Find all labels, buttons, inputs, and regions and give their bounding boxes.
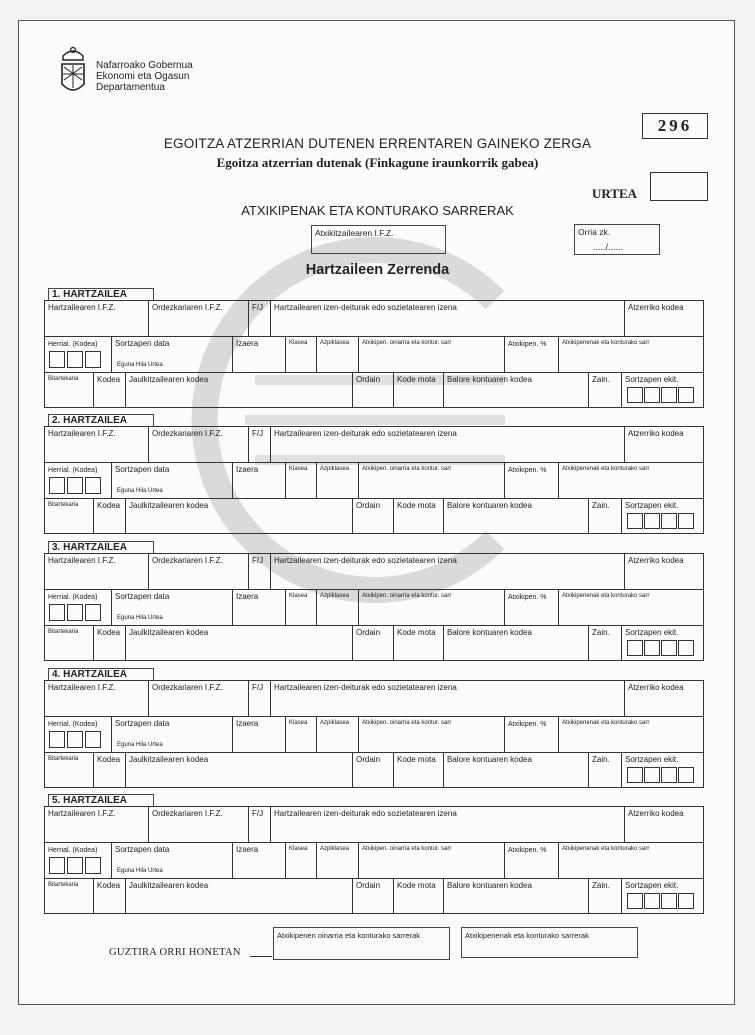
nature-field[interactable]: [233, 337, 286, 372]
country-code-field[interactable]: [625, 807, 703, 842]
exemption-field[interactable]: [622, 626, 703, 660]
subclass-label: Azpiklasea: [320, 340, 350, 346]
recipient-section: [44, 541, 704, 663]
class-label: Klasea: [289, 720, 308, 726]
recipient-nif-field[interactable]: [45, 427, 149, 462]
fj-field[interactable]: [249, 554, 271, 589]
totals-leader-line: [250, 956, 272, 957]
subclass-label: Azpiklasea: [320, 466, 350, 472]
withholding-percent-label: Atxikipen. %: [508, 847, 547, 854]
recipient-row-identity: [45, 807, 703, 843]
exemption-squares: [627, 893, 695, 909]
navarre-crest-icon: [58, 42, 88, 104]
recipient-row-identity: [45, 554, 703, 590]
withholding-amount-label: Atxikipenenak eta konturako sarr: [562, 846, 650, 852]
fj-label: F/J: [252, 556, 264, 565]
recipient-name-label: Hartzailearen izen-deiturak edo sozietatearen izena: [274, 303, 457, 312]
code-type-field[interactable]: [394, 499, 444, 533]
withholding-percent-field[interactable]: [505, 717, 559, 752]
page-number-placeholder: ...../......: [593, 242, 624, 252]
intermediary-label: Bitartekaria: [48, 629, 79, 635]
issuer-code-field[interactable]: [126, 499, 353, 533]
country-label: Herrial. (Kodea): [48, 341, 98, 348]
intermediary-label: Bitartekaria: [48, 376, 79, 382]
withholding-percent-label: Atxikipen. %: [508, 467, 547, 474]
withholding-amount-field[interactable]: [559, 717, 703, 752]
securities-account-label: Balore kontuaren kodea: [447, 628, 532, 637]
payment-field[interactable]: [353, 626, 394, 660]
intermediary-field[interactable]: [45, 499, 94, 533]
withholding-base-label: Atxikipen. oinarria eta kontur. sarr: [362, 846, 452, 852]
withholding-base-field[interactable]: [359, 337, 505, 372]
withholding-base-label: Atxikipen. oinarria eta kontur. sarr: [362, 720, 452, 726]
form-title: EGOITZA ATZERRIAN DUTENEN ERRENTAREN GAINEKO ZERGA: [163, 136, 592, 151]
year-label: URTEA: [592, 186, 638, 201]
issuer-code-field[interactable]: [126, 373, 353, 407]
recipient-section-label: 2. HARTZAILEA: [48, 414, 154, 426]
payment-label: Ordain: [356, 501, 381, 510]
exemption-label: Sortzapen ekit.: [625, 881, 679, 890]
withholding-amount-field[interactable]: [559, 590, 703, 625]
payment-field[interactable]: [353, 753, 394, 787]
recipient-grid: [44, 426, 704, 534]
recipient-section: [44, 288, 704, 410]
recipient-row-securities: [45, 753, 703, 787]
intermediary-field[interactable]: [45, 879, 94, 913]
custody-label: Zain.: [592, 755, 610, 764]
accrual-date-parts: Eguna Hila Urtea: [117, 615, 163, 621]
exemption-label: Sortzapen ekit.: [625, 375, 679, 384]
custody-field[interactable]: [589, 753, 622, 787]
custody-label: Zain.: [592, 881, 610, 890]
nature-field[interactable]: [233, 843, 286, 878]
country-code-field[interactable]: [625, 301, 703, 336]
subclass-field[interactable]: [317, 590, 359, 625]
intermediary-code-field[interactable]: [94, 879, 126, 913]
accrual-date-field[interactable]: [112, 843, 233, 878]
totals-label: GUZTIRA ORRI HONETAN: [109, 947, 241, 958]
withholding-percent-field[interactable]: [505, 463, 559, 498]
exemption-label: Sortzapen ekit.: [625, 755, 679, 764]
issuer-code-label: Jaulkitzailearen kodea: [129, 501, 209, 510]
recipient-row-identity: [45, 301, 703, 337]
subclass-field[interactable]: [317, 717, 359, 752]
accrual-date-field[interactable]: [112, 717, 233, 752]
country-field[interactable]: [45, 463, 112, 498]
withholding-amount-field[interactable]: [559, 843, 703, 878]
accrual-date-parts: Eguna Hila Urtea: [117, 868, 163, 874]
class-label: Klasea: [289, 466, 308, 472]
country-code-field[interactable]: [625, 681, 703, 716]
recipient-row-income: [45, 337, 703, 373]
recipient-row-securities: [45, 879, 703, 913]
page-number-field[interactable]: [574, 224, 660, 255]
representative-nif-label: Ordezkariaren I.F.Z.: [152, 683, 223, 692]
intermediary-code-label: Kodea: [97, 755, 121, 764]
accrual-date-label: Sortzapen data: [115, 845, 170, 854]
intermediary-code-field[interactable]: [94, 373, 126, 407]
payment-field[interactable]: [353, 373, 394, 407]
custody-field[interactable]: [589, 626, 622, 660]
fj-field[interactable]: [249, 301, 271, 336]
securities-account-label: Balore kontuaren kodea: [447, 501, 532, 510]
subclass-field[interactable]: [317, 843, 359, 878]
intermediary-field[interactable]: [45, 626, 94, 660]
class-field[interactable]: [286, 463, 317, 498]
securities-account-field[interactable]: [444, 499, 589, 533]
country-label: Herrial. (Kodea): [48, 467, 98, 474]
recipient-row-securities: [45, 626, 703, 660]
country-label: Herrial. (Kodea): [48, 594, 98, 601]
securities-account-field[interactable]: [444, 626, 589, 660]
issuer-code-field[interactable]: [126, 626, 353, 660]
total-base-label: Atxikipenen oinarria eta konturako sarrerak: [277, 931, 420, 940]
org-line-1: Nafarroako Gobernua: [96, 60, 193, 71]
accrual-date-parts: Eguna Hila Urtea: [117, 488, 163, 494]
custody-label: Zain.: [592, 501, 610, 510]
accrual-date-label: Sortzapen data: [115, 719, 170, 728]
withholding-base-field[interactable]: [359, 590, 505, 625]
nature-field[interactable]: [233, 717, 286, 752]
withholding-percent-label: Atxikipen. %: [508, 594, 547, 601]
class-field[interactable]: [286, 590, 317, 625]
code-type-field[interactable]: [394, 879, 444, 913]
country-field[interactable]: [45, 843, 112, 878]
issuer-code-label: Jaulkitzailearen kodea: [129, 628, 209, 637]
representative-nif-label: Ordezkariaren I.F.Z.: [152, 303, 223, 312]
accrual-date-label: Sortzapen data: [115, 465, 170, 474]
representative-nif-field[interactable]: [149, 301, 249, 336]
representative-nif-label: Ordezkariaren I.F.Z.: [152, 809, 223, 818]
page-number-label: Orria zk.: [578, 227, 611, 237]
subclass-label: Azpiklasea: [320, 593, 350, 599]
intermediary-field[interactable]: [45, 373, 94, 407]
securities-account-field[interactable]: [444, 753, 589, 787]
code-type-field[interactable]: [394, 753, 444, 787]
intermediary-code-label: Kodea: [97, 375, 121, 384]
intermediary-code-field[interactable]: [94, 626, 126, 660]
recipient-nif-field[interactable]: [45, 554, 149, 589]
recipient-section-label: 3. HARTZAILEA: [48, 541, 154, 553]
code-type-label: Kode mota: [397, 501, 436, 510]
intermediary-label: Bitartekaria: [48, 502, 79, 508]
custody-field[interactable]: [589, 879, 622, 913]
exemption-squares: [627, 767, 695, 783]
intermediary-code-label: Kodea: [97, 881, 121, 890]
recipient-grid: [44, 553, 704, 661]
custody-field[interactable]: [589, 499, 622, 533]
withholding-percent-field[interactable]: [505, 590, 559, 625]
class-field[interactable]: [286, 843, 317, 878]
recipient-grid: [44, 300, 704, 408]
year-field[interactable]: [650, 172, 708, 201]
exemption-field[interactable]: [622, 753, 703, 787]
country-code-squares: [49, 604, 103, 621]
subclass-label: Azpiklasea: [320, 720, 350, 726]
subclass-label: Azpiklasea: [320, 846, 350, 852]
securities-account-field[interactable]: [444, 879, 589, 913]
nature-field[interactable]: [233, 463, 286, 498]
total-base-field[interactable]: [273, 927, 450, 960]
representative-nif-label: Ordezkariaren I.F.Z.: [152, 556, 223, 565]
nature-field[interactable]: [233, 590, 286, 625]
country-field[interactable]: [45, 590, 112, 625]
country-code-field[interactable]: [625, 554, 703, 589]
payment-label: Ordain: [356, 755, 381, 764]
recipient-row-identity: [45, 681, 703, 717]
recipient-row-income: [45, 843, 703, 879]
withholding-base-field[interactable]: [359, 843, 505, 878]
payment-field[interactable]: [353, 879, 394, 913]
withholding-base-field[interactable]: [359, 463, 505, 498]
exemption-field[interactable]: [622, 499, 703, 533]
accrual-date-parts: Eguna Hila Urtea: [117, 362, 163, 368]
code-type-label: Kode mota: [397, 375, 436, 384]
recipient-section: [44, 668, 704, 790]
recipient-grid: [44, 806, 704, 914]
recipient-row-income: [45, 463, 703, 499]
intermediary-code-label: Kodea: [97, 501, 121, 510]
nature-label: Izaera: [236, 845, 259, 854]
issuer-code-label: Jaulkitzailearen kodea: [129, 755, 209, 764]
subclass-field[interactable]: [317, 463, 359, 498]
org-line-2: Ekonomi eta Ogasun: [96, 71, 190, 82]
representative-nif-field[interactable]: [149, 554, 249, 589]
declarant-nif-field[interactable]: [311, 225, 446, 254]
recipient-name-field[interactable]: [271, 681, 625, 716]
fj-field[interactable]: [249, 427, 271, 462]
recipient-nif-field[interactable]: [45, 681, 149, 716]
class-label: Klasea: [289, 846, 308, 852]
accrual-date-label: Sortzapen data: [115, 592, 170, 601]
representative-nif-label: Ordezkariaren I.F.Z.: [152, 429, 223, 438]
withholding-amount-label: Atxikipenenak eta konturako sarr: [562, 593, 650, 599]
recipient-row-income: [45, 590, 703, 626]
country-code-field[interactable]: [625, 427, 703, 462]
accrual-date-field[interactable]: [112, 337, 233, 372]
code-type-label: Kode mota: [397, 628, 436, 637]
withholding-percent-field[interactable]: [505, 843, 559, 878]
recipient-name-label: Hartzailearen izen-deiturak edo sozietatearen izena: [274, 556, 457, 565]
recipient-name-field[interactable]: [271, 807, 625, 842]
code-type-field[interactable]: [394, 626, 444, 660]
subclass-field[interactable]: [317, 337, 359, 372]
exemption-squares: [627, 513, 695, 529]
payment-field[interactable]: [353, 499, 394, 533]
exemption-label: Sortzapen ekit.: [625, 501, 679, 510]
exemption-label: Sortzapen ekit.: [625, 628, 679, 637]
form-code-box: 296: [642, 113, 708, 139]
withholding-amount-label: Atxikipenenak eta konturako sarr: [562, 340, 650, 346]
withholding-amount-field[interactable]: [559, 337, 703, 372]
securities-account-field[interactable]: [444, 373, 589, 407]
recipient-nif-label: Hartzailearen I.F.Z.: [48, 303, 116, 312]
issuer-code-field[interactable]: [126, 879, 353, 913]
withholding-base-label: Atxikipen. oinarria eta kontur. sarr: [362, 466, 452, 472]
recipient-section-label: 4. HARTZAILEA: [48, 668, 154, 680]
withholding-base-label: Atxikipen. oinarria eta kontur. sarr: [362, 340, 452, 346]
exemption-field[interactable]: [622, 373, 703, 407]
recipient-name-field[interactable]: [271, 554, 625, 589]
recipient-row-securities: [45, 373, 703, 407]
payment-label: Ordain: [356, 881, 381, 890]
class-label: Klasea: [289, 340, 308, 346]
exemption-squares: [627, 640, 695, 656]
country-field[interactable]: [45, 717, 112, 752]
withholding-percent-label: Atxikipen. %: [508, 341, 547, 348]
fj-label: F/J: [252, 429, 264, 438]
code-type-label: Kode mota: [397, 881, 436, 890]
recipient-grid: [44, 680, 704, 788]
country-label: Herrial. (Kodea): [48, 721, 98, 728]
recipient-name-field[interactable]: [271, 427, 625, 462]
custody-label: Zain.: [592, 375, 610, 384]
withholding-base-field[interactable]: [359, 717, 505, 752]
issuer-code-label: Jaulkitzailearen kodea: [129, 375, 209, 384]
nature-label: Izaera: [236, 339, 259, 348]
accrual-date-field[interactable]: [112, 463, 233, 498]
custody-field[interactable]: [589, 373, 622, 407]
recipient-nif-field[interactable]: [45, 807, 149, 842]
intermediary-code-label: Kodea: [97, 628, 121, 637]
section-title: ATXIKIPENAK ETA KONTURAKO SARRERAK: [241, 203, 514, 218]
country-code-squares: [49, 731, 103, 748]
securities-account-label: Balore kontuaren kodea: [447, 755, 532, 764]
accrual-date-label: Sortzapen data: [115, 339, 170, 348]
code-type-field[interactable]: [394, 373, 444, 407]
declarant-nif-label: Atxikitzailearen I.F.Z.: [315, 228, 394, 238]
recipient-nif-label: Hartzailearen I.F.Z.: [48, 556, 116, 565]
recipient-section-label: 1. HARTZAILEA: [48, 288, 154, 300]
recipient-nif-field[interactable]: [45, 301, 149, 336]
recipient-row-securities: [45, 499, 703, 533]
exemption-field[interactable]: [622, 879, 703, 913]
securities-account-label: Balore kontuaren kodea: [447, 375, 532, 384]
country-code-squares: [49, 857, 103, 874]
intermediary-field[interactable]: [45, 753, 94, 787]
recipients-list-title: Hartzaileen Zerrenda: [305, 262, 450, 278]
fj-label: F/J: [252, 303, 264, 312]
nature-label: Izaera: [236, 719, 259, 728]
withholding-amount-label: Atxikipenenak eta konturako sarr: [562, 466, 650, 472]
withholding-amount-field[interactable]: [559, 463, 703, 498]
recipient-name-label: Hartzailearen izen-deiturak edo sozietatearen izena: [274, 429, 457, 438]
recipient-section-label: 5. HARTZAILEA: [48, 794, 154, 806]
recipient-nif-label: Hartzailearen I.F.Z.: [48, 683, 116, 692]
class-label: Klasea: [289, 593, 308, 599]
country-code-squares: [49, 477, 103, 494]
class-field[interactable]: [286, 717, 317, 752]
issuer-code-field[interactable]: [126, 753, 353, 787]
class-field[interactable]: [286, 337, 317, 372]
custody-label: Zain.: [592, 628, 610, 637]
country-code-squares: [49, 351, 103, 368]
nature-label: Izaera: [236, 592, 259, 601]
country-code-label: Atzerriko kodea: [628, 809, 684, 818]
recipient-row-income: [45, 717, 703, 753]
intermediary-label: Bitartekaria: [48, 882, 79, 888]
recipient-nif-label: Hartzailearen I.F.Z.: [48, 429, 116, 438]
country-code-label: Atzerriko kodea: [628, 303, 684, 312]
intermediary-code-field[interactable]: [94, 753, 126, 787]
country-code-label: Atzerriko kodea: [628, 429, 684, 438]
recipient-name-label: Hartzailearen izen-deiturak edo sozietatearen izena: [274, 683, 457, 692]
accrual-date-parts: Eguna Hila Urtea: [117, 742, 163, 748]
recipient-name-label: Hartzailearen izen-deiturak edo sozietatearen izena: [274, 809, 457, 818]
intermediary-label: Bitartekaria: [48, 756, 79, 762]
total-amount-label: Atxikipenenak eta konturako sarrerak: [465, 931, 589, 940]
exemption-squares: [627, 387, 695, 403]
country-field[interactable]: [45, 337, 112, 372]
org-line-3: Departamentua: [96, 82, 165, 93]
representative-nif-field[interactable]: [149, 427, 249, 462]
recipient-section: [44, 414, 704, 536]
representative-nif-field[interactable]: [149, 681, 249, 716]
nature-label: Izaera: [236, 465, 259, 474]
fj-label: F/J: [252, 809, 264, 818]
payment-label: Ordain: [356, 628, 381, 637]
withholding-percent-label: Atxikipen. %: [508, 721, 547, 728]
withholding-percent-field[interactable]: [505, 337, 559, 372]
country-code-label: Atzerriko kodea: [628, 556, 684, 565]
recipient-row-identity: [45, 427, 703, 463]
fj-label: F/J: [252, 683, 264, 692]
fj-field[interactable]: [249, 681, 271, 716]
form-subtitle: Egoitza atzerrian dutenak (Finkagune iraunkorrik gabea): [216, 155, 539, 170]
representative-nif-field[interactable]: [149, 807, 249, 842]
securities-account-label: Balore kontuaren kodea: [447, 881, 532, 890]
recipient-name-field[interactable]: [271, 301, 625, 336]
recipient-nif-label: Hartzailearen I.F.Z.: [48, 809, 116, 818]
payment-label: Ordain: [356, 375, 381, 384]
fj-field[interactable]: [249, 807, 271, 842]
code-type-label: Kode mota: [397, 755, 436, 764]
country-label: Herrial. (Kodea): [48, 847, 98, 854]
country-code-label: Atzerriko kodea: [628, 683, 684, 692]
recipient-section: [44, 794, 704, 916]
total-amount-field[interactable]: [461, 927, 638, 958]
withholding-base-label: Atxikipen. oinarria eta kontur. sarr: [362, 593, 452, 599]
accrual-date-field[interactable]: [112, 590, 233, 625]
issuer-code-label: Jaulkitzailearen kodea: [129, 881, 209, 890]
intermediary-code-field[interactable]: [94, 499, 126, 533]
withholding-amount-label: Atxikipenenak eta konturako sarr: [562, 720, 650, 726]
